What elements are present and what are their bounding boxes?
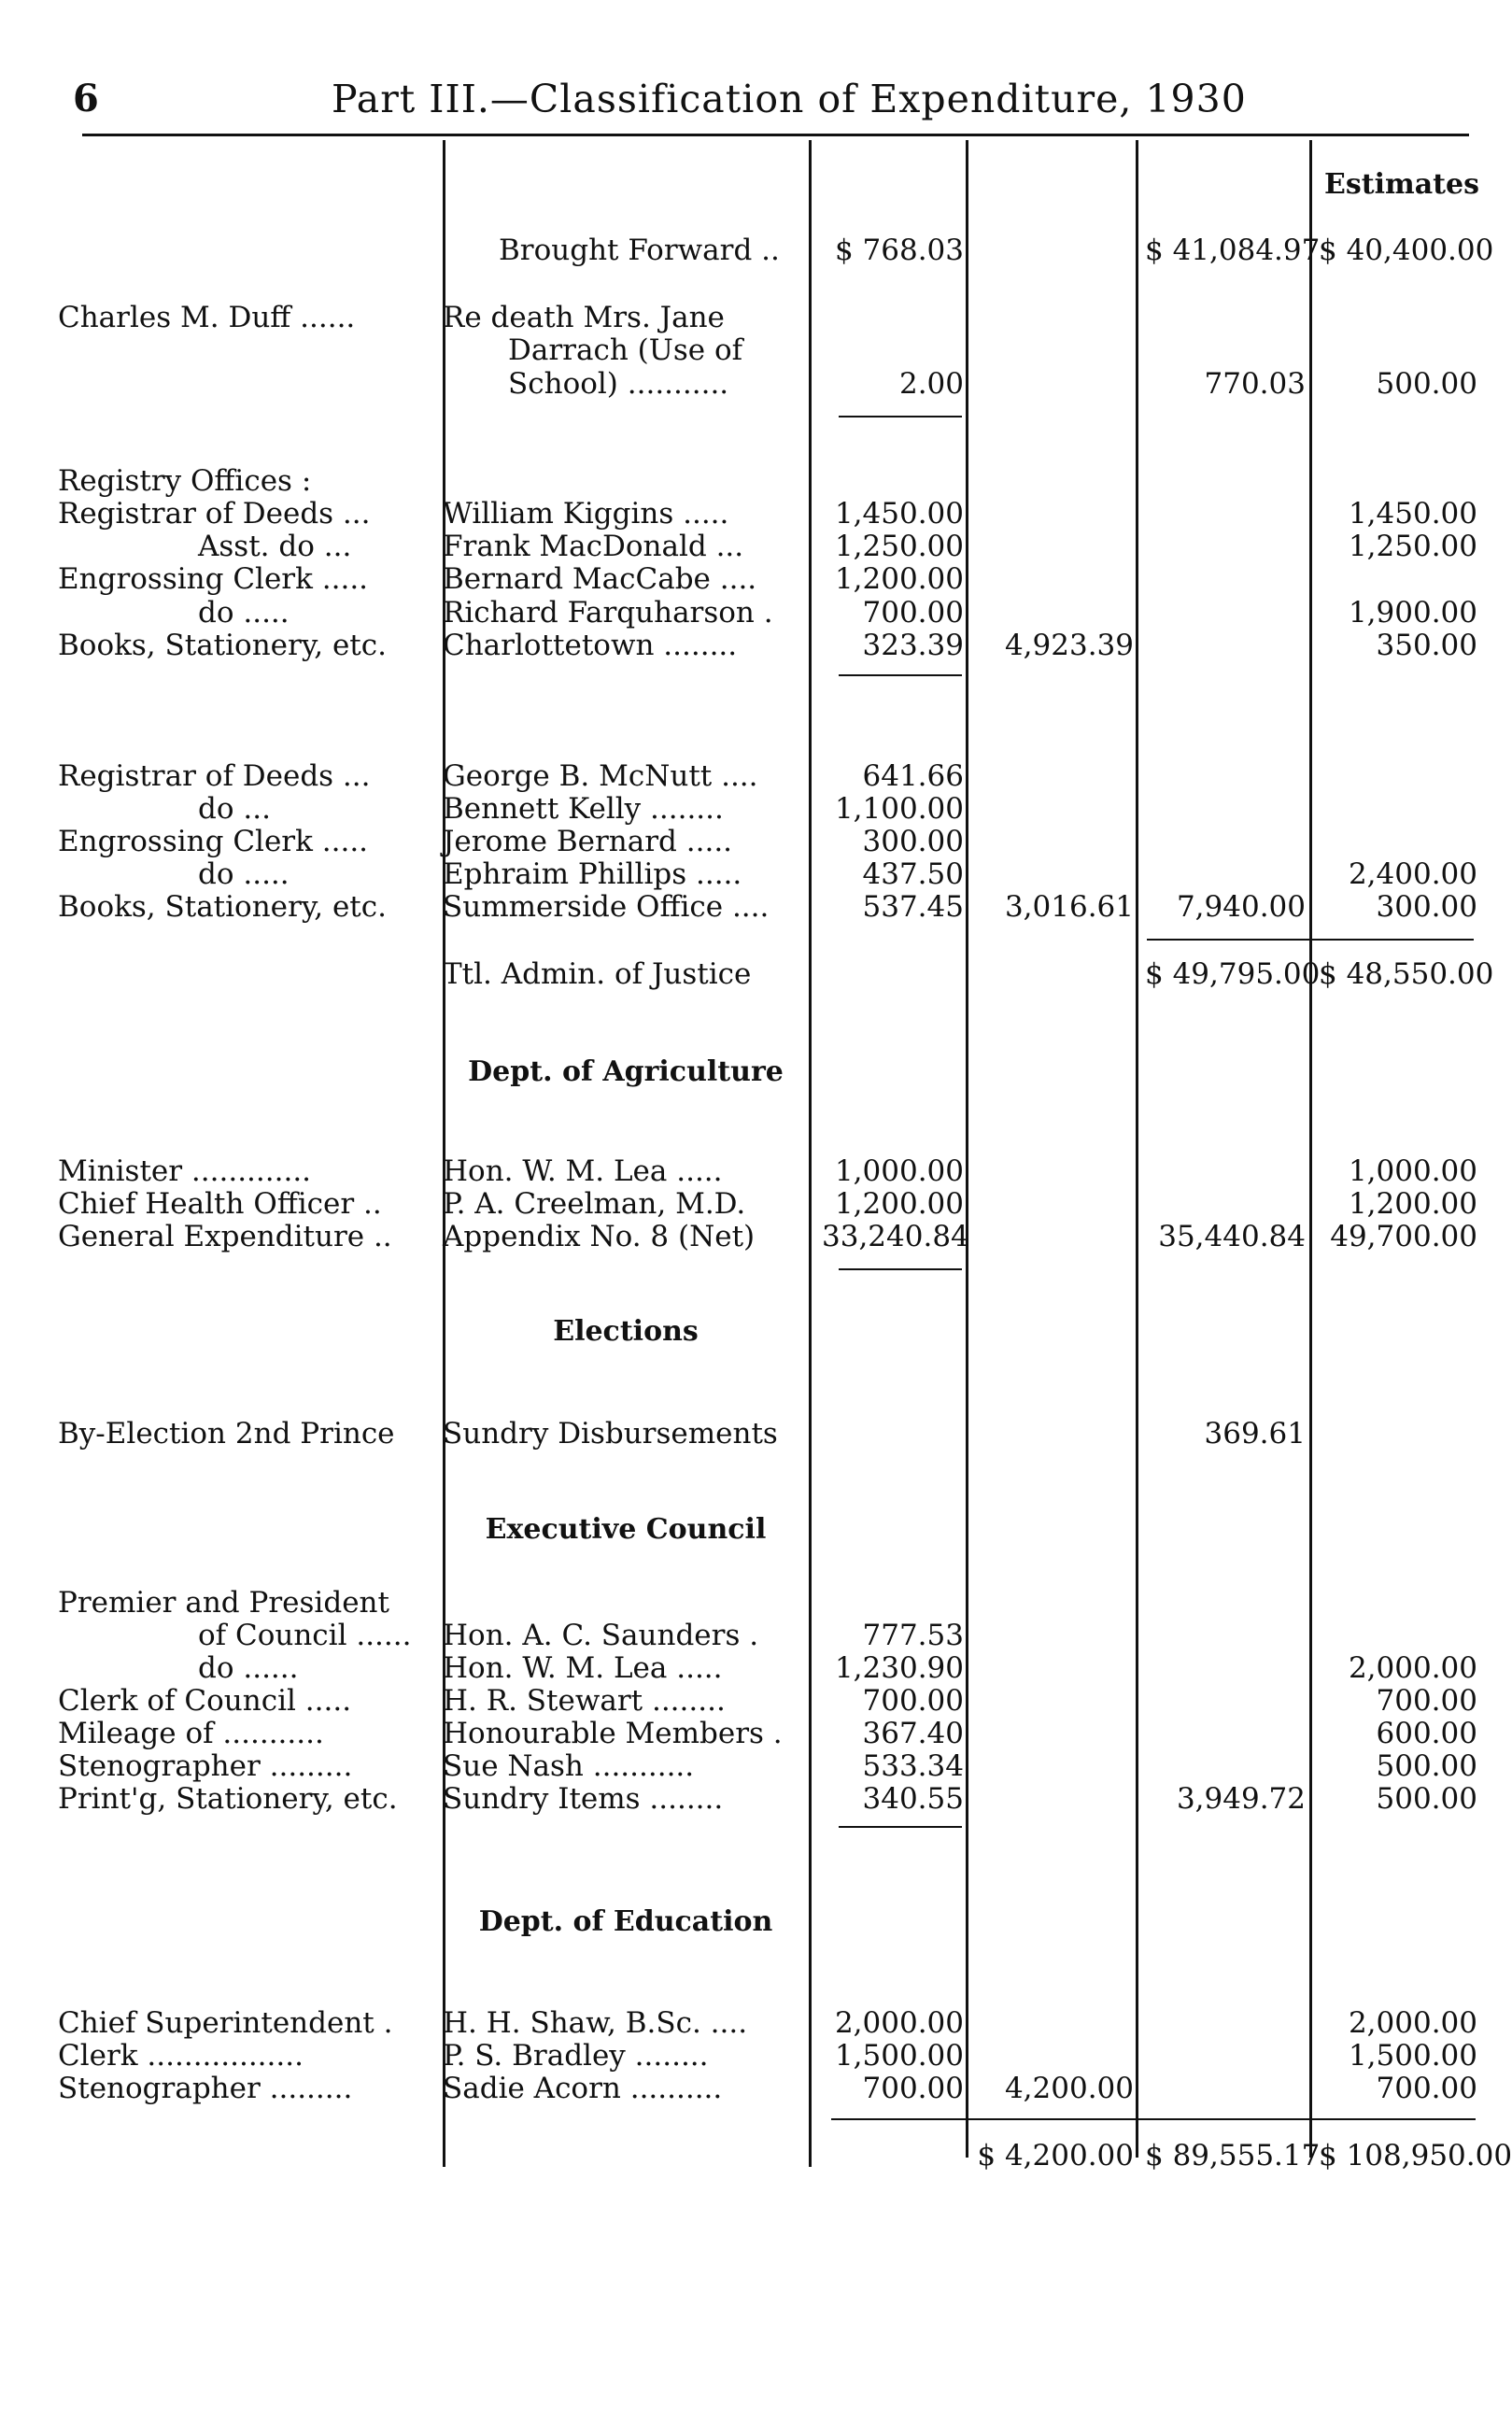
table-row <box>0 629 1495 662</box>
row-amount: 33,240.84 <box>822 1220 969 1253</box>
estimates-heading: Estimates <box>1323 168 1479 201</box>
row-name: Stenographer ......... <box>58 2072 353 2105</box>
row-detail: H. H. Shaw, B.Sc. .... <box>443 2006 748 2040</box>
row-name: do ...... <box>198 1651 299 1685</box>
row-subtotal: 4,200.00 <box>1004 2072 1134 2105</box>
row-name: Asst. do ... <box>198 530 352 563</box>
row-detail: H. R. Stewart ........ <box>443 1684 726 1718</box>
row-name: Minister ............. <box>58 1154 312 1188</box>
row-name: Books, Stationery, etc. <box>58 629 387 662</box>
row-amount: 1,250.00 <box>834 530 964 563</box>
subtotal-rule <box>839 1826 962 1828</box>
row-detail: Bernard MacCabe .... <box>443 562 757 596</box>
row-name: Chief Health Officer .. <box>58 1187 382 1221</box>
table-row <box>0 562 1495 596</box>
row-estimate: $ 108,950.00 <box>1319 2139 1512 2172</box>
row-estimate: 500.00 <box>1376 367 1477 401</box>
page-number: 6 <box>73 77 99 120</box>
table-row <box>0 957 1495 991</box>
column-rule <box>1136 140 1138 2158</box>
row-amount: 700.00 <box>862 1684 964 1718</box>
section-agriculture: Dept. of Agriculture <box>468 1055 784 1088</box>
row-detail: Hon. W. M. Lea ..... <box>443 1651 723 1685</box>
row-name: do ..... <box>198 857 290 891</box>
row-amount: $ 768.03 <box>834 234 964 267</box>
row-estimate: $ 40,400.00 <box>1319 234 1494 267</box>
row-detail: Richard Farquharson . <box>443 596 773 630</box>
row-detail: George B. McNutt .... <box>443 759 758 793</box>
table-row <box>0 825 1495 858</box>
table-row <box>0 2039 1495 2073</box>
row-detail: Jerome Bernard ..... <box>443 825 733 858</box>
row-estimate: $ 48,550.00 <box>1319 957 1494 991</box>
row-detail: Brought Forward .. <box>499 234 780 267</box>
row-estimate: 1,900.00 <box>1348 596 1477 630</box>
row-estimate: 1,000.00 <box>1348 1154 1477 1188</box>
row-estimate: 500.00 <box>1376 1782 1477 1816</box>
row-estimate: 700.00 <box>1376 2072 1477 2105</box>
table-row <box>0 759 1495 793</box>
row-detail: Sadie Acorn .......... <box>443 2072 723 2105</box>
row-name: By-Election 2nd Prince <box>58 1417 395 1451</box>
table-row <box>0 367 1495 401</box>
table-row <box>0 857 1495 891</box>
subtotal-rule <box>839 1268 962 1270</box>
row-name: Engrossing Clerk ..... <box>58 825 369 858</box>
table-row <box>0 1749 1495 1783</box>
row-amount: 533.34 <box>862 1749 964 1783</box>
table-row <box>0 234 1495 267</box>
column-rule <box>966 140 968 2158</box>
column-rule <box>443 140 445 2167</box>
row-name: Premier and President <box>58 1586 389 1620</box>
row-amount: 340.55 <box>862 1782 964 1816</box>
row-name: Stenographer ......... <box>58 1749 353 1783</box>
row-estimate: 350.00 <box>1376 629 1477 662</box>
row-amount: 1,500.00 <box>834 2039 964 2073</box>
row-estimate: 500.00 <box>1376 1749 1477 1783</box>
row-amount: 367.40 <box>862 1717 964 1750</box>
row-name: Clerk of Council ..... <box>58 1684 352 1718</box>
row-detail: Sue Nash ........... <box>443 1749 695 1783</box>
table-row <box>0 1417 1495 1451</box>
row-estimate: 1,250.00 <box>1348 530 1477 563</box>
header-rule <box>82 134 1469 136</box>
row-name: Books, Stationery, etc. <box>58 890 387 924</box>
table-row <box>0 1586 1495 1620</box>
row-detail: P. A. Creelman, M.D. <box>443 1187 746 1221</box>
page-title: Part III.—Classification of Expenditure, 1930 <box>332 77 1247 121</box>
table-row <box>0 1154 1495 1188</box>
row-estimate: 49,700.00 <box>1330 1220 1477 1253</box>
row-name: do ... <box>198 792 271 826</box>
page-header <box>0 0 1495 131</box>
row-amount: 1,230.90 <box>834 1651 964 1685</box>
row-detail: Sundry Disbursements <box>443 1417 778 1451</box>
row-name: Charles M. Duff ...... <box>58 301 356 334</box>
row-detail: Sundry Items ........ <box>443 1782 724 1816</box>
table-row <box>0 1187 1495 1221</box>
row-name: of Council ...... <box>198 1619 412 1652</box>
row-subtotal: 4,923.39 <box>1004 629 1134 662</box>
table-row <box>0 1220 1495 1253</box>
row-amount: 1,000.00 <box>834 1154 964 1188</box>
row-name: Print'g, Stationery, etc. <box>58 1782 398 1816</box>
row-amount: 437.50 <box>862 857 964 891</box>
row-subtotal: 3,016.61 <box>1004 890 1134 924</box>
subtotal-rule <box>831 2118 1476 2120</box>
section-elections: Elections <box>553 1315 699 1348</box>
row-detail: Summerside Office .... <box>443 890 770 924</box>
row-total: $ 49,795.00 <box>1145 957 1321 991</box>
row-detail: Ttl. Admin. of Justice <box>443 957 752 991</box>
row-amount: 537.45 <box>862 890 964 924</box>
table-row <box>0 301 1495 334</box>
row-estimate: 2,000.00 <box>1348 2006 1477 2040</box>
row-detail: Hon. W. M. Lea ..... <box>443 1154 723 1188</box>
row-total: 7,940.00 <box>1176 890 1306 924</box>
subtotal-rule <box>839 416 962 417</box>
table-row <box>0 1782 1495 1816</box>
row-amount: 1,450.00 <box>834 497 964 531</box>
row-total: 369.61 <box>1204 1417 1306 1451</box>
row-detail: Appendix No. 8 (Net) <box>443 1220 756 1253</box>
row-detail: Hon. A. C. Saunders . <box>443 1619 759 1652</box>
row-estimate: 700.00 <box>1376 1684 1477 1718</box>
column-rule <box>1309 140 1312 2158</box>
row-total: $ 41,084.97 <box>1145 234 1321 267</box>
table-row <box>0 530 1495 563</box>
table-row <box>0 1684 1495 1718</box>
row-detail: Charlottetown ........ <box>443 629 738 662</box>
row-total: 3,949.72 <box>1176 1782 1306 1816</box>
row-amount: 700.00 <box>862 2072 964 2105</box>
row-name: Registrar of Deeds ... <box>58 497 371 531</box>
row-subtotal: $ 4,200.00 <box>977 2139 1134 2172</box>
subtotal-rule <box>839 674 962 676</box>
row-detail: Bennett Kelly ........ <box>443 792 724 826</box>
row-detail: Darrach (Use of <box>508 333 743 367</box>
section-executive: Executive Council <box>485 1513 767 1546</box>
row-name: Mileage of ........... <box>58 1717 324 1750</box>
row-estimate: 600.00 <box>1376 1717 1477 1750</box>
table-row <box>0 497 1495 531</box>
row-detail: School) ........... <box>508 367 729 401</box>
row-amount: 1,100.00 <box>834 792 964 826</box>
table-row <box>0 333 1495 367</box>
row-amount: 300.00 <box>862 825 964 858</box>
subtotal-rule <box>1147 939 1474 941</box>
row-detail: Re death Mrs. Jane <box>443 301 725 334</box>
row-amount: 2,000.00 <box>834 2006 964 2040</box>
row-amount: 1,200.00 <box>834 1187 964 1221</box>
row-total: 770.03 <box>1204 367 1306 401</box>
row-name: Chief Superintendent . <box>58 2006 393 2040</box>
row-amount: 323.39 <box>862 629 964 662</box>
table-row <box>0 2006 1495 2040</box>
row-estimate: 1,200.00 <box>1348 1187 1477 1221</box>
table-row <box>0 464 1495 498</box>
table-row <box>0 2139 1512 2172</box>
column-rule <box>809 140 812 2167</box>
table-row <box>0 2072 1495 2105</box>
row-name: Registrar of Deeds ... <box>58 759 371 793</box>
section-education: Dept. of Education <box>478 1905 773 1938</box>
row-amount: 2.00 <box>898 367 964 401</box>
table-row <box>0 596 1495 630</box>
row-estimate: 2,400.00 <box>1348 857 1477 891</box>
table-row <box>0 890 1495 924</box>
row-amount: 1,200.00 <box>834 562 964 596</box>
row-estimate: 1,500.00 <box>1348 2039 1477 2073</box>
row-amount: 641.66 <box>862 759 964 793</box>
row-detail: P. S. Bradley ........ <box>443 2039 709 2073</box>
row-estimate: 300.00 <box>1376 890 1477 924</box>
row-detail: Ephraim Phillips ..... <box>443 857 742 891</box>
row-total: $ 89,555.17 <box>1145 2139 1321 2172</box>
row-estimate: 1,450.00 <box>1348 497 1477 531</box>
row-name: Clerk ................. <box>58 2039 304 2073</box>
row-total: 35,440.84 <box>1158 1220 1306 1253</box>
table-row <box>0 1619 1495 1652</box>
row-detail: Honourable Members . <box>443 1717 783 1750</box>
row-amount: 777.53 <box>862 1619 964 1652</box>
row-name: Registry Offices : <box>58 464 312 498</box>
row-detail: William Kiggins ..... <box>443 497 729 531</box>
row-name: General Expenditure .. <box>58 1220 392 1253</box>
row-name: do ..... <box>198 596 290 630</box>
table-row <box>0 792 1495 826</box>
row-name: Engrossing Clerk ..... <box>58 562 369 596</box>
row-amount: 700.00 <box>862 596 964 630</box>
row-detail: Frank MacDonald ... <box>443 530 744 563</box>
row-estimate: 2,000.00 <box>1348 1651 1477 1685</box>
table-row <box>0 1651 1495 1685</box>
table-row <box>0 1717 1495 1750</box>
